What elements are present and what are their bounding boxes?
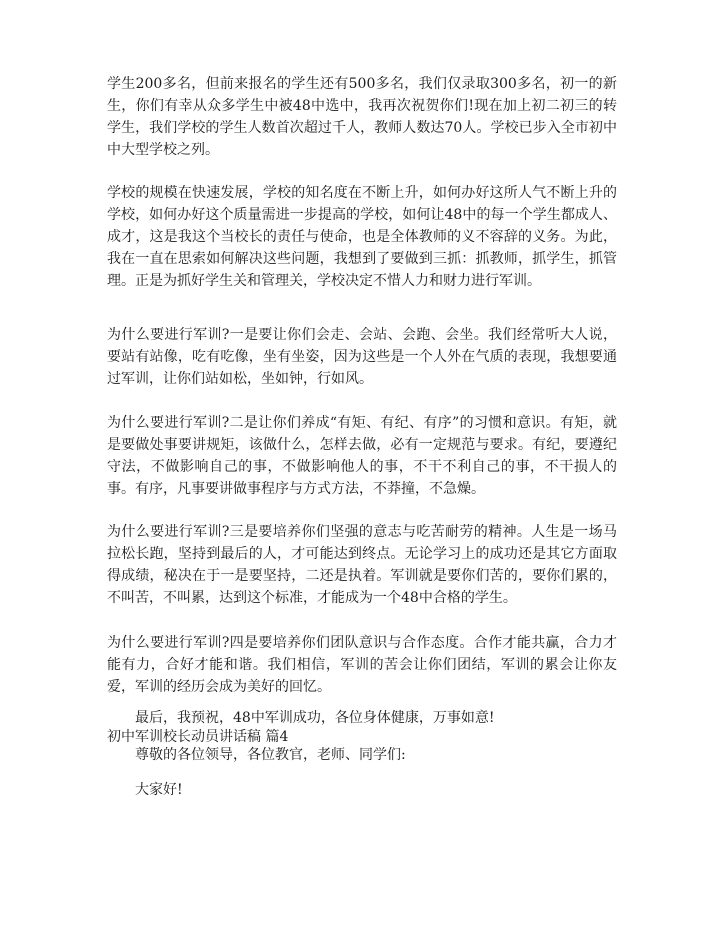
paragraph-6: 为什么要进行军训?四是要培养你们团队意识与合作态度。合作才能共赢，合力才能有力，合好才能和谐。我们相信，军训的苦会让你们团结，军训的累会让你友爱，军训的经历会成为美好的回忆。 (107, 635, 617, 695)
salutation: 尊敬的各位领导，各位教官，老师、同学们: (135, 747, 406, 763)
section-title: 初中军训校长动员讲话稿 篇4 (107, 729, 289, 745)
paragraph-4: 为什么要进行军训?二是让你们养成“有矩、有纪、有序”的习惯和意识。有矩，就是要做处事要讲规矩，该做什么，怎样去做，必有一定规范与要求。有纪，要遵纪守法，不做影响自己的事，不做影响他人的事，不干不利自己的事，不干损人的事。有序，凡事要讲做事程序与方式方法，不莽撞，不急燥。 (107, 415, 617, 497)
greeting: 大家好! (135, 782, 183, 798)
closing-line: 最后，我预祝，48中军训成功，各位身体健康，万事如意! (135, 710, 495, 726)
paragraph-2: 学校的规模在快速发展，学校的知名度在不断上升，如何办好这所人气不断上升的学校，如何办好这个质量需进一步提高的学校，如何让48中的每一个学生都成人、成才，这是我这个当校长的责任与使命，也是全体教师的义不容辞的义务。为此，我在一直在思索如何解决这些问题，我想到了要做到三抓：抓教师，抓学生，抓管理。正是为抓好学生关和管理关，学校决定不惜人力和财力进行军训。 (107, 185, 617, 289)
paragraph-1: 学生200多名，但前来报名的学生还有500多名，我们仅录取300多名，初一的新生，你们有幸从众多学生中被48中选中，我再次祝贺你们!现在加上初二初三的转学生，我们学校的学生人数首次超过千人，教师人数达70人。学校已步入全市初中中大型学校之列。 (107, 76, 617, 158)
paragraph-3: 为什么要进行军训?一是要让你们会走、会站、会跑、会坐。我们经常听大人说，要站有站像，吃有吃像，坐有坐姿，因为这些是一个人外在气质的表现，我想要通过军训，让你们站如松，坐如钟，行如风。 (107, 327, 617, 387)
paragraph-5: 为什么要进行军训?三是要培养你们坚强的意志与吃苦耐劳的精神。人生是一场马拉松长跑，坚持到最后的人，才可能达到终点。无论学习上的成功还是其它方面取得成绩，秘决在于一是要坚持，二还是执着。军训就是要你们苦的，要你们累的，不叫苦，不叫累，达到这个标准，才能成为一个48中合格的学生。 (107, 524, 617, 606)
